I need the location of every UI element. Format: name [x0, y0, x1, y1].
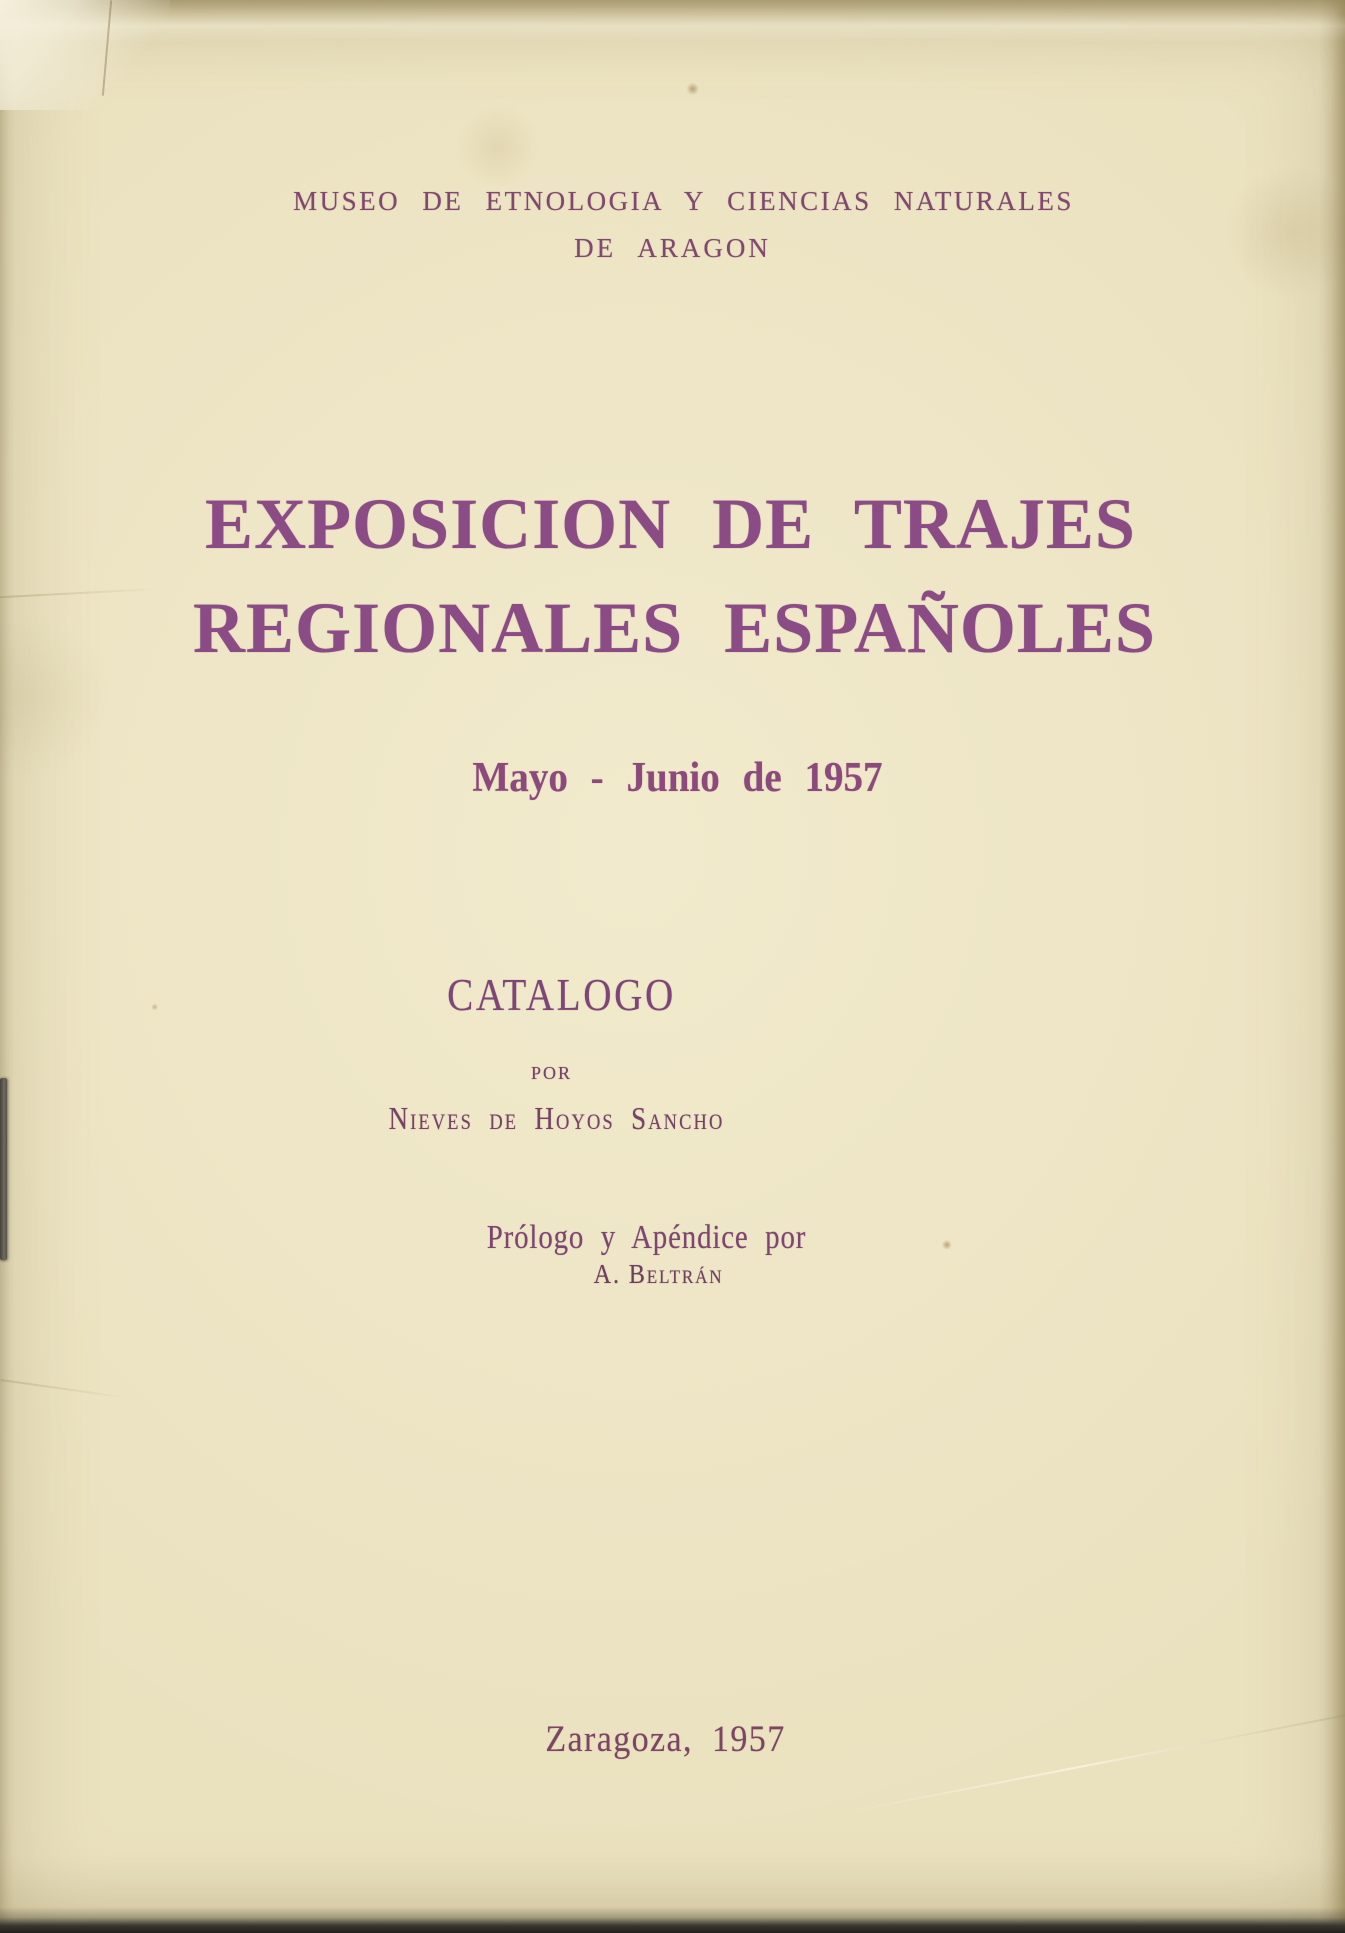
imprint-place-year: Zaragoza, 1957 [545, 1719, 786, 1760]
scan-edge-shadow-bottom [0, 1907, 1345, 1933]
catalog-section-heading: CATALOGO [447, 970, 676, 1020]
exhibition-date: Mayo - Junio de 1957 [472, 755, 883, 801]
exhibition-title-line1: EXPOSICION DE TRAJES [205, 484, 1136, 564]
institution-name-line1: MUSEO DE ETNOLOGIA Y CIENCIAS NATURALES [293, 186, 1074, 216]
author-name: Nieves de Hoyos Sancho [388, 1100, 725, 1136]
prologue-credit-line: Prólogo y Apéndice por [486, 1219, 807, 1256]
byline-prefix: por [530, 1058, 572, 1085]
staple [0, 1078, 7, 1260]
prologue-author-name: A. Beltrán [593, 1259, 724, 1289]
exhibition-title-line2: REGIONALES ESPAÑOLES [193, 588, 1156, 668]
institution-name-line2: DE ARAGON [574, 233, 771, 263]
